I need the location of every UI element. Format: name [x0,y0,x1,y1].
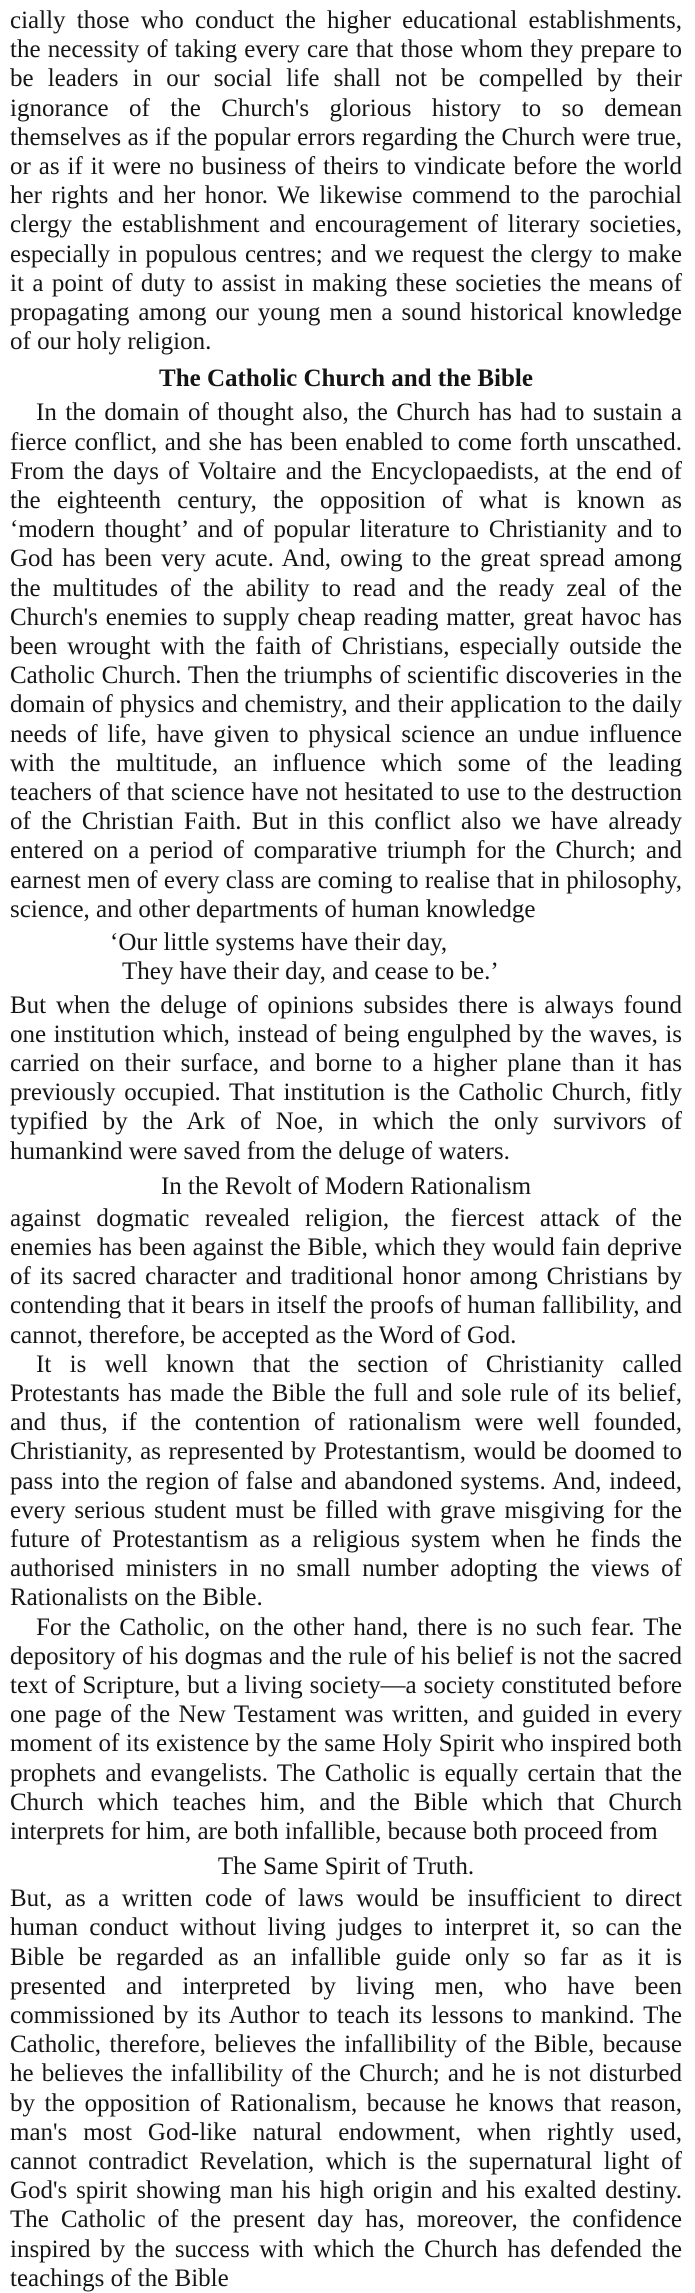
paragraph-against-dogmatic-religion: against dogmatic revealed religion, the fiercest attack of the enemies has been against the Bible, which they would fain deprive of its sacred character and traditional honor among Christians by contending that it bears in itself the proofs of human fallibility, and cannot, therefore, be accepted as the Word of God. [10,1204,682,1349]
paragraph-for-the-catholic: For the Catholic, on the other hand, there is no such fear. The depository of his dogmas and the rule of his belief is not the sacred text of Scripture, but a living society—a society constituted before one page of the New Testament was written, and guided in every moment of its existence by the same Holy Spirit who inspired both prophets and evangelists. The Catholic is equally certain that the Church which teaches him, and the Bible which that Church interprets for him, are both infallible, because both proceed from [10,1613,682,1845]
quote-line-2: They have their day, and cease to be.’ [122,958,499,986]
section-heading-revolt-rationalism: In the Revolt of Modern Rationalism [160,1172,532,1200]
paragraph-written-code-of-laws: But, as a written code of laws would be insufficient to direct human conduct without living judges to interpret it, so can the Bible be regarded as an infallible guide only so far as it is presented and interpreted by living men, who have been commissioned by its Author to teach its lessons to mankind. The Catholic, therefore, believes the infallibility of the Bible, because he believes the infallibility of the Church; and he is not disturbed by the opposition of Rationalism, because he knows that reason, man's most God-like natural endowment, when rightly used, cannot contradict Revelation, which is the supernatural light of God's spirit showing man his high origin and his exalted destiny. The Catholic of the present day has, moreover, the confidence inspired by the success with which the Church has defended the teachings of the Bible [10,1885,682,2292]
poetry-quote [10,928,682,986]
quote-line-1: ‘Our little systems have their day, [110,929,448,957]
article-column [10,6,682,2293]
paragraph-domain-of-thought: In the domain of thought also, the Church has had to sustain a fierce conflict, and she has been enabled to come forth unscathed. From the days of Voltaire and the Encyclopaedists, at the end of the eighteenth century, the opposition of what is known as ‘modern thought’ and of popular literature to Christianity and to God has been very acute. And, owing to the great spread among the multitudes of the ability to read and the ready zeal of the Church's enemies to supply cheap reading matter, great havoc has been wrought with the faith of Christians, especially outside the Catholic Church. Then the triumphs of scientific discoveries in the domain of physics and chemistry, and their application to the daily needs of life, have given to physical science an undue influence with the multitude, an influence which some of the leading teachers of that science have not hesitated to use to the destruction of the Christian Faith. But in this conflict also we have already entered on a period of comparative triumph for the Church; and earnest men of every class are coming to realise that in philosophy, science, and other departments of human knowledge [10,399,682,923]
section-heading-catholic-church-bible: The Catholic Church and the Bible [159,365,533,393]
paragraph-deluge-of-opinions: But when the deluge of opinions subsides there is always found one institution which, instead of being engulphed by the waves, is carried on their surface, and borne to a higher plane than it has previously occupied. That institution is the Catholic Church, fitly typified by the Ark of Noe, in which the only survivors of humankind were saved from the deluge of waters. [10,991,682,1165]
opening-paragraph: cially those who conduct the higher educational establishments, the necessity of taking every care that those whom they prepare to be leaders in our social life shall not be compelled by their ignorance of the Church's glorious history to so demean themselves as if the popular errors regarding the Church were true, or as if it were no business of theirs to vindicate before the world her rights and her honor. We likewise commend to the parochial clergy the establishment and encouragement of literary societies, especially in populous centres; and we request the clergy to make it a point of duty to assist in making these societies the means of propagating among our young men a sound historical knowledge of our holy religion. [10,7,682,356]
section-heading-same-spirit: The Same Spirit of Truth. [217,1853,475,1881]
paragraph-protestants: It is well known that the section of Christianity called Protestants has made the Bible the full and sole rule of its belief, and thus, if the contention of rationalism were well founded, Christianity, as represented by Protestantism, would be doomed to pass into the region of false and abandoned systems. And, indeed, every serious student must be filled with grave misgiving for the future of Protestantism as a religious system when he finds the authorised ministers in no small number adopting the views of Rationalists on the Bible. [10,1350,682,1612]
